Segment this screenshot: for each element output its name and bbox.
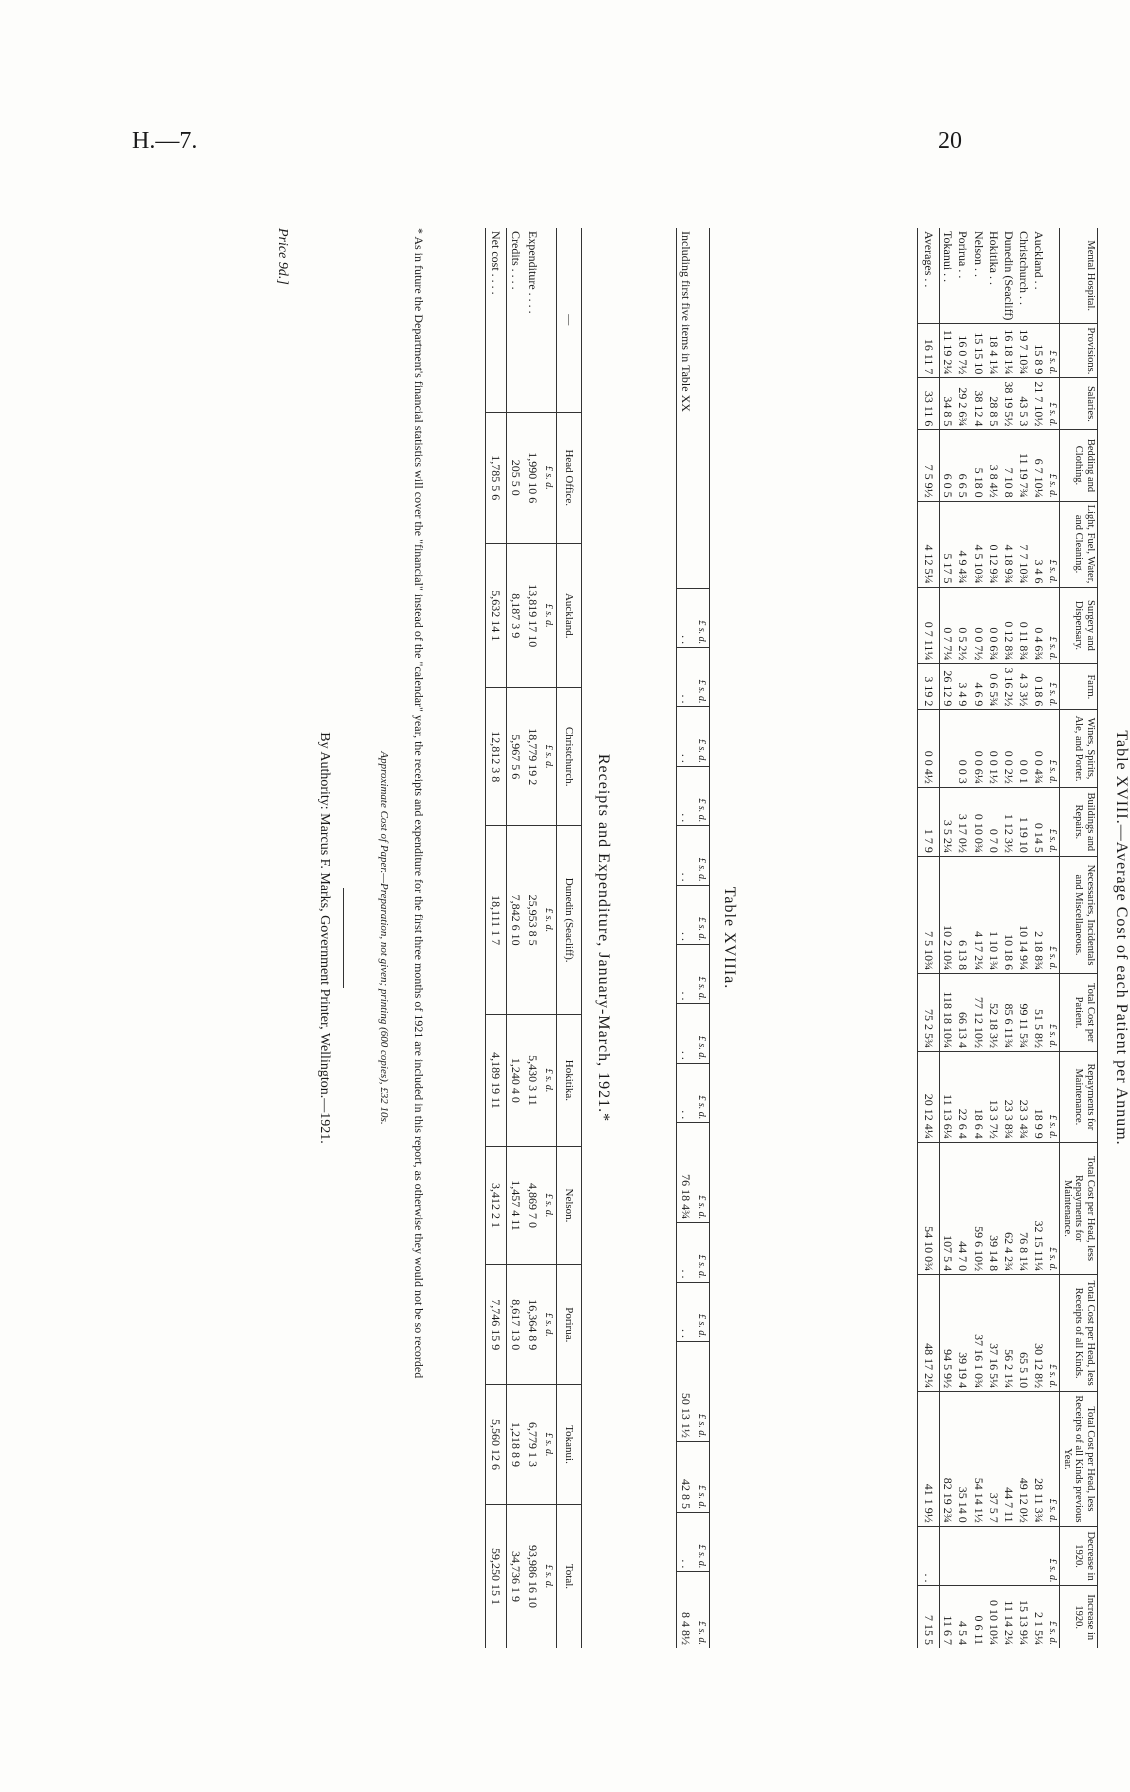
unit-cell: £ s. d. xyxy=(694,1341,710,1441)
table-cell: 18 4 1¼ xyxy=(986,324,1001,378)
table-cell: 93,986 16 10 xyxy=(524,1504,541,1648)
table-cell: 10 18 6 xyxy=(1001,856,1016,973)
column-header: Light, Fuel, Water, and Cleaning. xyxy=(1060,501,1098,587)
table-18a-body xyxy=(676,228,709,1648)
table-row xyxy=(940,228,956,1648)
unit-cell xyxy=(1046,228,1060,324)
column-header: Buildings and Repairs. xyxy=(1060,787,1098,856)
column-header: Salaries. xyxy=(1060,378,1098,430)
row-label: Including first five items in Table XX xyxy=(679,231,693,412)
table-cell: 7 5 10¾ xyxy=(917,856,939,973)
unit-cell: £ s. d. xyxy=(694,707,710,766)
unit-cell: £ s. d. xyxy=(1046,664,1060,710)
table-cell: 0 7 11¼ xyxy=(917,587,939,664)
table-cell: 7,842 6 10 xyxy=(506,825,524,1014)
table-cell: 52 18 3½ xyxy=(986,974,1001,1052)
table-cell: 38 12 4 xyxy=(970,378,985,430)
unit-cell: £ s. d. xyxy=(694,1223,710,1282)
table-cell: 7 15 5 xyxy=(917,1586,939,1648)
table-cell: 65 5 10 xyxy=(1016,1275,1031,1392)
table-cell: 15 8 9 xyxy=(1031,324,1046,378)
table-cell: 0 0 3 xyxy=(955,710,970,787)
table-cell: 1,990 10 6 xyxy=(524,412,541,543)
unit-cell xyxy=(541,228,557,412)
column-header: Head Office. xyxy=(556,412,581,543)
table-cell: 1 19 10 xyxy=(1016,787,1031,856)
table-cell: 42 8 5 xyxy=(676,1441,694,1512)
table-18-body xyxy=(917,228,1060,1648)
table-cell: 5,560 12 6 xyxy=(486,1385,506,1505)
row-label: Auckland . . xyxy=(1032,231,1047,290)
unit-cell: £ s. d. xyxy=(1046,1586,1060,1648)
column-header: Nelson. xyxy=(556,1146,581,1265)
unit-cell: £ s. d. xyxy=(1046,587,1060,664)
unit-cell: £ s. d. xyxy=(541,1385,557,1505)
table-cell: 77 12 10½ xyxy=(970,974,985,1052)
divider-rule xyxy=(343,888,344,988)
table-cell: 0 0 4¾ xyxy=(1031,710,1046,787)
row-label: Averages . . xyxy=(917,228,939,324)
rotated-content xyxy=(270,228,1130,1648)
table-cell: 1 10 1¾ xyxy=(986,856,1001,973)
table-cell: 35 14 0 xyxy=(955,1392,970,1527)
unit-cell: £ s. d. xyxy=(1046,710,1060,787)
unit-cell: £ s. d. xyxy=(1046,430,1060,501)
table-cell: 1 12 3½ xyxy=(1001,787,1016,856)
unit-cell: £ s. d. xyxy=(694,648,710,707)
row-label: Hokitika . . xyxy=(986,231,1001,285)
column-header: Total Cost per Head, less Receipts of all Kinds previous Year. xyxy=(1060,1392,1098,1527)
table-cell: 43 5 3 xyxy=(1016,378,1031,430)
unit-cell: £ s. d. xyxy=(694,1004,710,1063)
column-header: — xyxy=(556,228,581,412)
unit-cell: £ s. d. xyxy=(541,543,557,688)
unit-cell: £ s. d. xyxy=(1046,378,1060,430)
table-cell: 16 0 7½ xyxy=(955,324,970,378)
table-cell: 66 13 4 xyxy=(955,974,970,1052)
table-cell: 44 7 0 xyxy=(955,1142,970,1274)
footnote: * As in future the Department's financial statistics will cover the "financial" instead of the "calendar" year, the receipts and expenditure for the first three months of 1921 are included in this report, as otherwise they would not be so recorded xyxy=(412,228,426,1379)
table-cell: 6 13 8 xyxy=(955,856,970,973)
table-cell: 10 2 10¼ xyxy=(940,856,956,973)
unit-cell: £ s. d. xyxy=(694,1123,710,1223)
table-row xyxy=(970,228,985,1648)
column-header: Christchurch. xyxy=(556,688,581,825)
table-cell: 18 9 9 xyxy=(1031,1052,1046,1143)
table-row xyxy=(524,228,541,1648)
table-cell: 44 7 11 xyxy=(1001,1392,1016,1527)
column-header: Hokitika. xyxy=(556,1015,581,1146)
table-cell: . . xyxy=(917,1526,939,1586)
table-cell: 99 11 5¾ xyxy=(1016,974,1031,1052)
table-cell: 0 7 7¼ xyxy=(940,587,956,664)
table-cell: 51 5 8½ xyxy=(1031,974,1046,1052)
table-cell: 39 14 8 xyxy=(986,1142,1001,1274)
table-cell: 0 4 6¾ xyxy=(1031,587,1046,664)
row-label: Credits . . . . xyxy=(508,231,523,290)
table-cell: 4 17 2¼ xyxy=(970,856,985,973)
table-cell: 34,736 1 9 xyxy=(506,1504,524,1648)
unit-cell: £ s. d. xyxy=(541,412,557,543)
table-cell: 0 6 11 xyxy=(970,1586,985,1648)
table-cell: 8 4 8½ xyxy=(676,1572,694,1648)
table-cell: 2 18 8¾ xyxy=(1031,856,1046,973)
table-cell: 76 18 4¾ xyxy=(676,1123,694,1223)
table-cell: 94 5 9½ xyxy=(940,1275,956,1392)
table-cell: 54 14 1½ xyxy=(970,1392,985,1527)
unit-cell: £ s. d. xyxy=(541,1504,557,1648)
table-cell: . . xyxy=(676,707,694,766)
table-cell: 41 1 9½ xyxy=(917,1392,939,1527)
table-cell: 3 4 9 xyxy=(955,664,970,710)
averages-row xyxy=(917,228,939,1648)
table-cell: 25,953 8 5 xyxy=(524,825,541,1014)
table-cell: 16,364 8 9 xyxy=(524,1265,541,1385)
table-cell: 11 13 6¼ xyxy=(940,1052,956,1143)
table-cell: 1 7 9 xyxy=(917,787,939,856)
table-cell: 0 14 5 xyxy=(1031,787,1046,856)
unit-cell: £ s. d. xyxy=(694,826,710,885)
column-header: Total Cost per Patient. xyxy=(1060,974,1098,1052)
table-cell: 2 1 5¼ xyxy=(1031,1586,1046,1648)
column-header: Auckland. xyxy=(556,543,581,688)
table-cell: 11 14 2¼ xyxy=(1001,1586,1016,1648)
table-cell: . . xyxy=(676,588,694,647)
table-18a xyxy=(676,228,710,1648)
table-cell: 4 3 3½ xyxy=(1016,664,1031,710)
table-cell: 23 3 8¾ xyxy=(1001,1052,1016,1143)
table-cell: 16 18 1¼ xyxy=(1001,324,1016,378)
unit-cell: £ s. d. xyxy=(1046,1275,1060,1392)
table-cell: 82 19 2¾ xyxy=(940,1392,956,1527)
table-cell: 0 0 6¼ xyxy=(970,710,985,787)
column-header: Tokanui. xyxy=(556,1385,581,1505)
table-cell: 0 5 2½ xyxy=(955,587,970,664)
table-cell: 5,967 5 6 xyxy=(506,688,524,825)
table-cell: 30 12 8½ xyxy=(1031,1275,1046,1392)
table-cell: 1,457 4 11 xyxy=(506,1146,524,1265)
table-cell: 205 5 0 xyxy=(506,412,524,543)
table-cell: 19 7 10¾ xyxy=(1016,324,1031,378)
table-cell: 3 19 2 xyxy=(917,664,939,710)
table-cell: 7 10 8 xyxy=(1001,430,1016,501)
table-cell: 85 6 11¾ xyxy=(1001,974,1016,1052)
table-cell: 3 17 0½ xyxy=(955,787,970,856)
table-cell xyxy=(940,1526,956,1586)
table-cell: 15 15 10 xyxy=(970,324,985,378)
unit-cell: £ s. d. xyxy=(1046,501,1060,587)
table-cell: 38 19 5½ xyxy=(1001,378,1016,430)
table-cell: 59,250 15 1 xyxy=(486,1504,506,1648)
table-cell: 16 11 7 xyxy=(917,324,939,378)
table-cell: 10 14 9¼ xyxy=(1016,856,1031,973)
unit-cell: £ s. d. xyxy=(694,945,710,1004)
unit-cell: £ s. d. xyxy=(1046,1392,1060,1527)
table-cell: 23 3 4¾ xyxy=(1016,1052,1031,1143)
table-cell: 0 18 6 xyxy=(1031,664,1046,710)
table-cell: . . xyxy=(676,1223,694,1282)
table-row xyxy=(986,228,1001,1648)
table-cell: 28 8 5 xyxy=(986,378,1001,430)
table-cell: 21 7 10½ xyxy=(1031,378,1046,430)
table-cell: 26 12 9 xyxy=(940,664,956,710)
table-cell: 33 11 6 xyxy=(917,378,939,430)
column-header: Total Cost per Head, less Repayments for Maintenance. xyxy=(1060,1142,1098,1274)
price-note: Price 9d.] xyxy=(275,228,290,285)
table-cell: 37 16 5¼ xyxy=(986,1275,1001,1392)
column-header: Total. xyxy=(556,1504,581,1648)
table-cell: . . xyxy=(676,885,694,944)
table-cell: 5,430 3 11 xyxy=(524,1015,541,1146)
table-cell: 3 16 2½ xyxy=(1001,664,1016,710)
table-cell: 0 10 10¼ xyxy=(986,1586,1001,1648)
table-cell: 18,111 1 7 xyxy=(486,825,506,1014)
table-18-title: Table XVIII.—Average Cost of each Patient per Annum. xyxy=(1113,730,1130,1146)
page-header xyxy=(132,128,962,158)
row-label: Dunedin (Seacliff) xyxy=(1001,231,1016,321)
column-header: Bedding and Clothing. xyxy=(1060,430,1098,501)
table-cell: 107 5 4 xyxy=(940,1142,956,1274)
table-cell: 0 12 8¾ xyxy=(1001,587,1016,664)
table-cell: 11 6 7 xyxy=(940,1586,956,1648)
table-cell: 4 6 9 xyxy=(970,664,985,710)
table-cell: . . xyxy=(676,945,694,1004)
table-cell: 6,779 1 3 xyxy=(524,1385,541,1505)
table-cell: 4,189 19 11 xyxy=(486,1015,506,1146)
report-code: H.—7. xyxy=(132,128,198,154)
table-cell: 0 0 2½ xyxy=(1001,710,1016,787)
table-cell: 32 15 11¼ xyxy=(1031,1142,1046,1274)
column-header: Decrease in 1920. xyxy=(1060,1526,1098,1586)
table-cell xyxy=(970,1526,985,1586)
table-cell: 3 8 4½ xyxy=(986,430,1001,501)
table-cell: 1,240 4 0 xyxy=(506,1015,524,1146)
table-cell: 29 2 6¾ xyxy=(955,378,970,430)
unit-cell: £ s. d. xyxy=(694,1282,710,1341)
table-cell: 15 13 9¼ xyxy=(1016,1586,1031,1648)
table-cell: 62 4 2¾ xyxy=(1001,1142,1016,1274)
unit-cell: £ s. d. xyxy=(694,1441,710,1512)
table-cell: . . xyxy=(676,1282,694,1341)
column-header: Increase in 1920. xyxy=(1060,1586,1098,1648)
table-cell: 5 17 5 xyxy=(940,501,956,587)
table-cell: 22 6 4 xyxy=(955,1052,970,1143)
table-cell: 6 7 10¼ xyxy=(1031,430,1046,501)
table-cell: 6 0 5 xyxy=(940,430,956,501)
unit-cell xyxy=(694,228,710,588)
table-cell: 4 5 10¾ xyxy=(970,501,985,587)
table-cell: . . xyxy=(676,1063,694,1122)
unit-cell: £ s. d. xyxy=(541,1265,557,1385)
table-cell: 0 7 0 xyxy=(986,787,1001,856)
table-cell: 0 10 0¾ xyxy=(970,787,985,856)
table-cell: 18 6 4 xyxy=(970,1052,985,1143)
table-cell: 7 7 10¾ xyxy=(1016,501,1031,587)
table-row xyxy=(676,228,694,1648)
table-cell: 56 2 1¼ xyxy=(1001,1275,1016,1392)
receipts-body xyxy=(486,228,557,1648)
table-cell xyxy=(940,710,956,787)
table-cell: 4 18 9¾ xyxy=(1001,501,1016,587)
table-cell: . . xyxy=(676,826,694,885)
column-header: Repayments for Maintenance. xyxy=(1060,1052,1098,1143)
unit-row xyxy=(694,228,710,1648)
table-cell: . . xyxy=(676,1512,694,1571)
table-cell: 50 13 1½ xyxy=(676,1341,694,1441)
table-18-header-row xyxy=(1060,228,1098,1648)
column-header: Total Cost per Head, less Receipts of all Kinds. xyxy=(1060,1275,1098,1392)
unit-cell: £ s. d. xyxy=(694,1572,710,1648)
table-cell: 0 0 1½ xyxy=(986,710,1001,787)
table-cell: 0 0 4½ xyxy=(917,710,939,787)
authority-line: By Authority: Marcus F. Marks, Government Printer, Wellington.—1921. xyxy=(317,732,332,1144)
table-cell: 11 19 2¼ xyxy=(940,324,956,378)
table-cell: 6 6 5 xyxy=(955,430,970,501)
table-18a-title: Table XVIIIa. xyxy=(721,886,738,990)
table-cell: 11 19 7¾ xyxy=(1016,430,1031,501)
table-cell: 4,869 7 0 xyxy=(524,1146,541,1265)
table-row xyxy=(955,228,970,1648)
table-18 xyxy=(917,228,1098,1648)
table-cell: 49 12 0½ xyxy=(1016,1392,1031,1527)
row-label: Expenditure . . . . xyxy=(525,231,540,314)
table-cell: 75 2 5¾ xyxy=(917,974,939,1052)
table-cell: 12,812 3 8 xyxy=(486,688,506,825)
table-cell xyxy=(1016,1526,1031,1586)
table-cell: . . xyxy=(676,766,694,825)
column-header: Porirua. xyxy=(556,1265,581,1385)
net-cost-row xyxy=(486,228,506,1648)
column-header: Surgery and Dispensary. xyxy=(1060,587,1098,664)
receipts-title: Receipts and Expenditure, January-March, 1921.* xyxy=(595,753,612,1123)
unit-cell: £ s. d. xyxy=(541,688,557,825)
table-cell: 54 10 0¾ xyxy=(917,1142,939,1274)
unit-cell: £ s. d. xyxy=(1046,1142,1060,1274)
table-cell: 4 5 4 xyxy=(955,1586,970,1648)
row-label: Net cost . . . . xyxy=(486,228,506,412)
unit-cell: £ s. d. xyxy=(1046,1052,1060,1143)
table-cell: 28 11 3¾ xyxy=(1031,1392,1046,1527)
unit-cell: £ s. d. xyxy=(694,588,710,647)
table-cell: 3 4 6 xyxy=(1031,501,1046,587)
table-cell: 0 11 8¾ xyxy=(1016,587,1031,664)
unit-cell: £ s. d. xyxy=(1046,856,1060,973)
table-cell xyxy=(1001,1526,1016,1586)
unit-cell: £ s. d. xyxy=(541,1015,557,1146)
row-label: Christchurch . . xyxy=(1017,231,1032,305)
table-cell: 4 12 5¼ xyxy=(917,501,939,587)
column-header: Wines, Spirits, Ale, and Porter. xyxy=(1060,710,1098,787)
table-cell: 0 0 1 xyxy=(1016,710,1031,787)
table-cell: . . xyxy=(676,648,694,707)
table-cell: 3,412 2 1 xyxy=(486,1146,506,1265)
table-cell: 7 5 9½ xyxy=(917,430,939,501)
row-label: Nelson . . xyxy=(971,231,986,277)
unit-row xyxy=(1046,228,1060,1648)
unit-cell: £ s. d. xyxy=(541,825,557,1014)
unit-cell: £ s. d. xyxy=(1046,974,1060,1052)
table-row xyxy=(1031,228,1046,1648)
table-cell: 20 12 4¼ xyxy=(917,1052,939,1143)
table-cell: 13 3 7½ xyxy=(986,1052,1001,1143)
table-row xyxy=(1001,228,1016,1648)
table-cell: 0 0 7½ xyxy=(970,587,985,664)
table-cell: 18,779 19 2 xyxy=(524,688,541,825)
column-header: Necessaries, Incidentals and Miscellaneous. xyxy=(1060,856,1098,973)
table-cell: 0 0 6¾ xyxy=(986,587,1001,664)
table-cell: 8,617 13 0 xyxy=(506,1265,524,1385)
table-cell: 37 5 7 xyxy=(986,1392,1001,1527)
table-cell: 0 12 9¾ xyxy=(986,501,1001,587)
table-cell: 34 8 5 xyxy=(940,378,956,430)
table-cell xyxy=(955,1526,970,1586)
table-cell: 13,819 17 10 xyxy=(524,543,541,688)
row-label: Tokanui . . xyxy=(941,231,956,283)
unit-cell: £ s. d. xyxy=(1046,324,1060,378)
table-cell: 48 17 2¼ xyxy=(917,1275,939,1392)
unit-cell: £ s. d. xyxy=(1046,1526,1060,1586)
receipts-header-row xyxy=(556,228,581,1648)
table-cell: 7,746 15 9 xyxy=(486,1265,506,1385)
page-number: 20 xyxy=(938,128,962,154)
row-label: Porirua . . xyxy=(956,231,971,279)
receipts-table xyxy=(485,228,582,1648)
unit-cell: £ s. d. xyxy=(541,1146,557,1265)
table-cell: 118 18 10¼ xyxy=(940,974,956,1052)
column-header: Provisions. xyxy=(1060,324,1098,378)
table-cell: . . xyxy=(676,1004,694,1063)
table-cell: 8,187 3 9 xyxy=(506,543,524,688)
table-cell: 1,218 8 9 xyxy=(506,1385,524,1505)
unit-cell: £ s. d. xyxy=(1046,787,1060,856)
table-cell: 39 19 4 xyxy=(955,1275,970,1392)
table-cell: 37 16 1 0¾ xyxy=(970,1275,985,1392)
cost-note: Approximate Cost of Paper.—Preparation, not given; printing (600 copies), £32 10s. xyxy=(378,751,390,1125)
unit-cell: £ s. d. xyxy=(694,1512,710,1571)
column-header: Mental Hospital. xyxy=(1060,228,1098,324)
table-row xyxy=(1016,228,1031,1648)
table-cell: 0 6 5¾ xyxy=(986,664,1001,710)
table-cell: 5,632 14 1 xyxy=(486,543,506,688)
unit-cell: £ s. d. xyxy=(694,1063,710,1122)
column-header: Dunedin (Seacliff). xyxy=(556,825,581,1014)
table-cell: 4 9 4¾ xyxy=(955,501,970,587)
table-cell: 76 8 1¼ xyxy=(1016,1142,1031,1274)
unit-row xyxy=(541,228,557,1648)
table-cell: 3 5 2¼ xyxy=(940,787,956,856)
table-cell xyxy=(986,1526,1001,1586)
table-cell: 5 18 0 xyxy=(970,430,985,501)
table-cell: 1,785 5 6 xyxy=(486,412,506,543)
table-row xyxy=(506,228,524,1648)
column-header: Farm. xyxy=(1060,664,1098,710)
unit-cell: £ s. d. xyxy=(694,766,710,825)
unit-cell: £ s. d. xyxy=(694,885,710,944)
table-cell: 59 6 10½ xyxy=(970,1142,985,1274)
table-cell xyxy=(1031,1526,1046,1586)
